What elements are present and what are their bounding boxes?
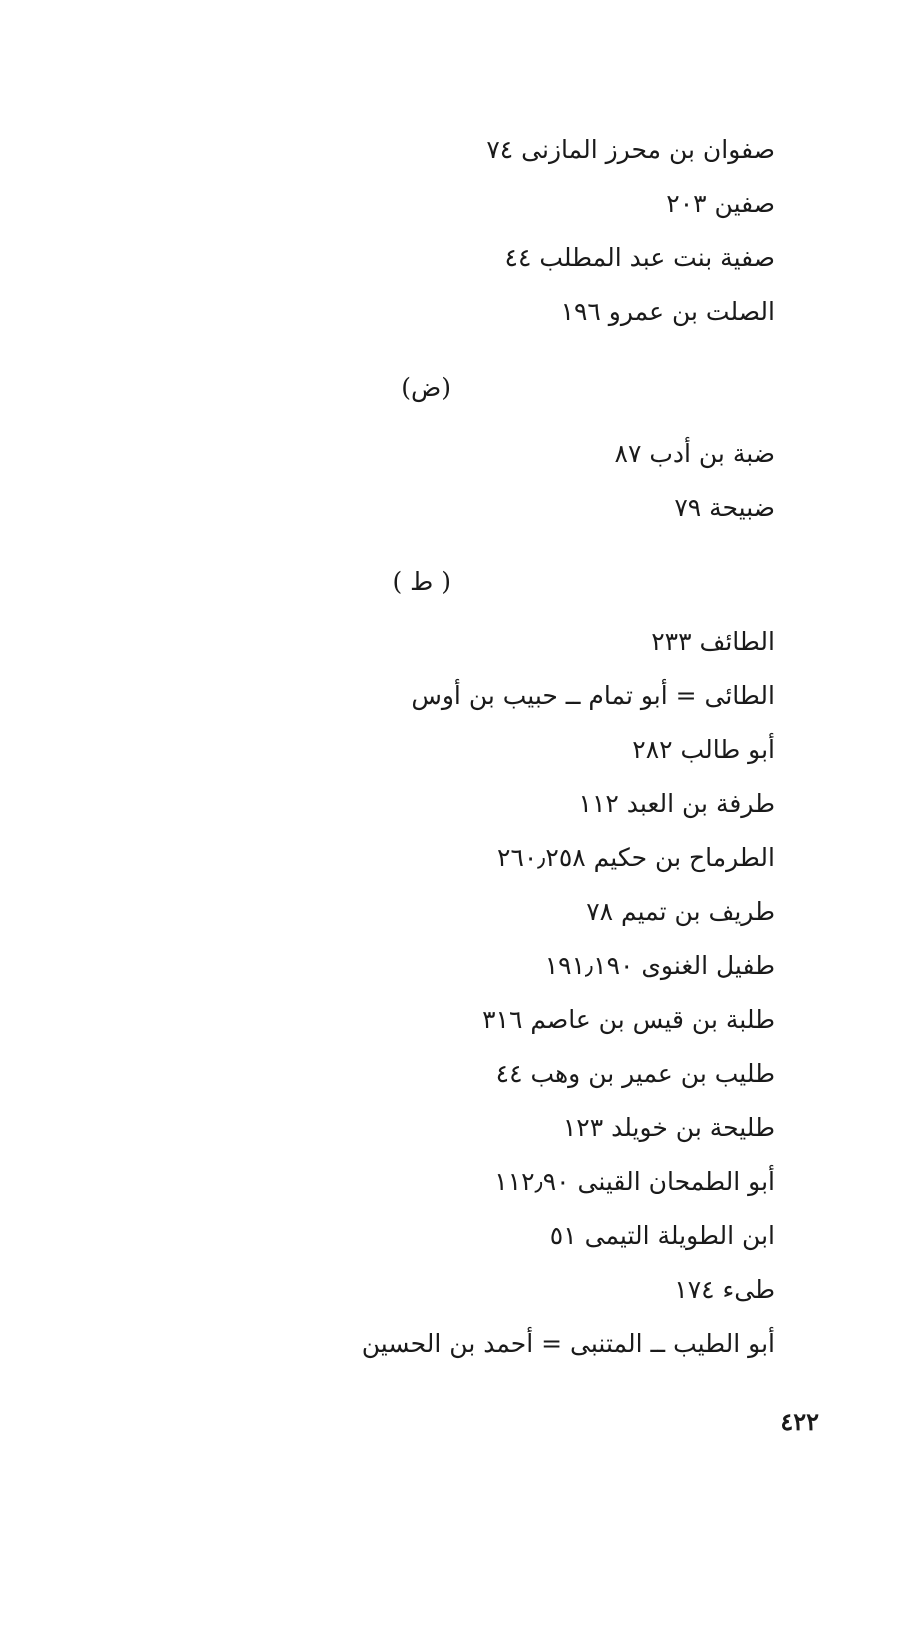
section-heading-ta: ( ط ) [392, 567, 451, 596]
index-entry: طرفة بن العبد ١١٢ [578, 789, 775, 818]
index-entry: الطائى = أبو تمام ــ حبيب بن أوس [411, 681, 775, 710]
index-entry: ابن الطويلة التيمى ٥١ [549, 1221, 775, 1250]
index-entry: طريف بن تميم ٧٨ [586, 897, 775, 926]
index-entry: صفوان بن محرز المازنى ٧٤ [486, 135, 775, 164]
index-entry: صفية بنت عبد المطلب ٤٤ [504, 243, 775, 272]
index-entry: الطرماح بن حكيم ٢٦٠٫٢٥٨ [497, 843, 775, 872]
index-entry: أبو الطمحان القينى ١١٢٫٩٠ [494, 1167, 775, 1196]
index-entry: طفيل الغنوى ١٩١٫١٩٠ [544, 951, 775, 980]
index-entry: طىء ١٧٤ [674, 1275, 775, 1304]
index-entry: طليحة بن خويلد ١٢٣ [562, 1113, 775, 1142]
index-entry: صفين ٢٠٣ [666, 189, 775, 218]
index-entry: أبو طالب ٢٨٢ [632, 735, 775, 764]
section-heading-dad: (ض) [401, 373, 451, 402]
page-number: ٤٢٢ [780, 1407, 819, 1436]
index-entry: طليب بن عمير بن وهب ٤٤ [495, 1059, 775, 1088]
index-entry: الطائف ٢٣٣ [651, 627, 775, 656]
index-entry: طلبة بن قيس بن عاصم ٣١٦ [482, 1005, 775, 1034]
index-entry: الصلت بن عمرو ١٩٦ [560, 297, 775, 326]
index-entry: أبو الطيب ــ المتنبى = أحمد بن الحسين [361, 1329, 775, 1358]
index-entry: ضبة بن أدب ٨٧ [614, 439, 775, 468]
index-entry: ضبيحة ٧٩ [674, 493, 775, 522]
